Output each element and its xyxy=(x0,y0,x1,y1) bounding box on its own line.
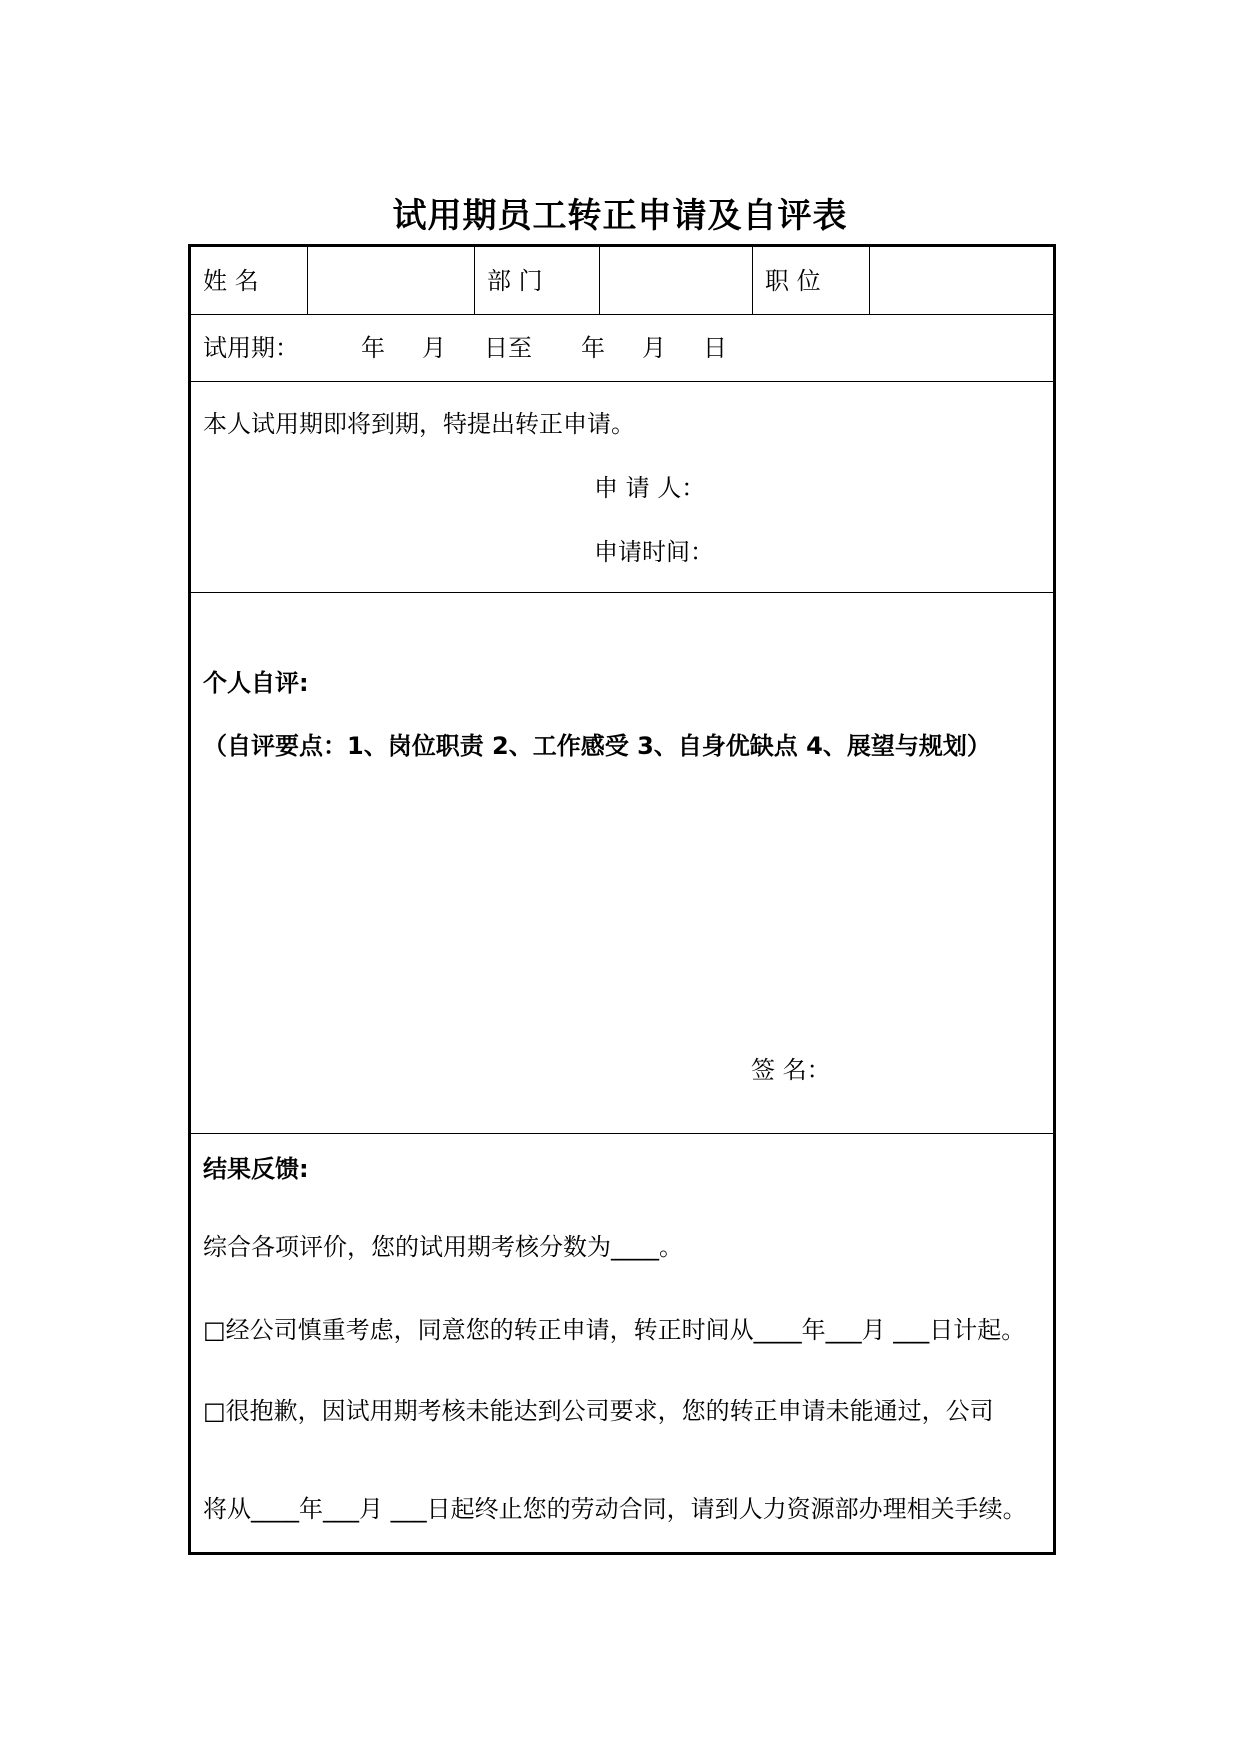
divider xyxy=(474,247,475,314)
feedback-heading: 结果反馈: xyxy=(203,1155,309,1183)
self-eval-text-area[interactable] xyxy=(203,773,1041,1023)
period-day-to: 日至 xyxy=(484,334,532,362)
divider xyxy=(752,247,753,314)
applicant-label: 申 请 人： xyxy=(594,474,706,502)
approve-line: □经公司慎重考虑，同意您的转正申请，转正时间从____年___月 ___日计起。 xyxy=(203,1316,1026,1344)
name-field[interactable] xyxy=(309,247,473,314)
period-day-end: 日 xyxy=(703,334,727,362)
page-title: 试用期员工转正申请及自评表 xyxy=(392,196,848,236)
info-row xyxy=(191,247,1053,315)
self-eval-heading: 个人自评: xyxy=(203,669,309,697)
period-label: 试用期： xyxy=(203,334,299,362)
score-line: 综合各项评价，您的试用期考核分数为____。 xyxy=(203,1233,683,1261)
divider xyxy=(307,247,308,314)
reject-line-2: 将从____年___月 ___日起终止您的劳动合同，请到人力资源部办理相关手续。 xyxy=(203,1495,1027,1523)
period-year-end: 年 xyxy=(581,334,605,362)
application-row xyxy=(191,382,1053,593)
position-field[interactable] xyxy=(871,247,1053,314)
application-time-label: 申请时间： xyxy=(594,538,714,566)
name-label: 姓 名 xyxy=(203,267,259,295)
self-eval-row xyxy=(191,593,1053,1134)
period-row xyxy=(191,315,1053,382)
dept-field[interactable] xyxy=(601,247,751,314)
divider xyxy=(869,247,870,314)
form-table xyxy=(188,244,1056,1555)
divider xyxy=(599,247,600,314)
reject-line-1: □很抱歉，因试用期考核未能达到公司要求，您的转正申请未能通过，公司 xyxy=(203,1397,994,1425)
period-year-start: 年 xyxy=(361,334,385,362)
feedback-row xyxy=(191,1134,1053,1552)
position-label: 职 位 xyxy=(765,267,821,295)
application-statement: 本人试用期即将到期，特提出转正申请。 xyxy=(203,410,635,438)
self-eval-points: （自评要点：1、岗位职责 2、工作感受 3、自身优缺点 4、展望与规划） xyxy=(203,732,991,760)
signature-label: 签 名： xyxy=(751,1056,831,1084)
dept-label: 部 门 xyxy=(487,267,543,295)
period-month-start: 月 xyxy=(422,334,446,362)
period-month-end: 月 xyxy=(642,334,666,362)
